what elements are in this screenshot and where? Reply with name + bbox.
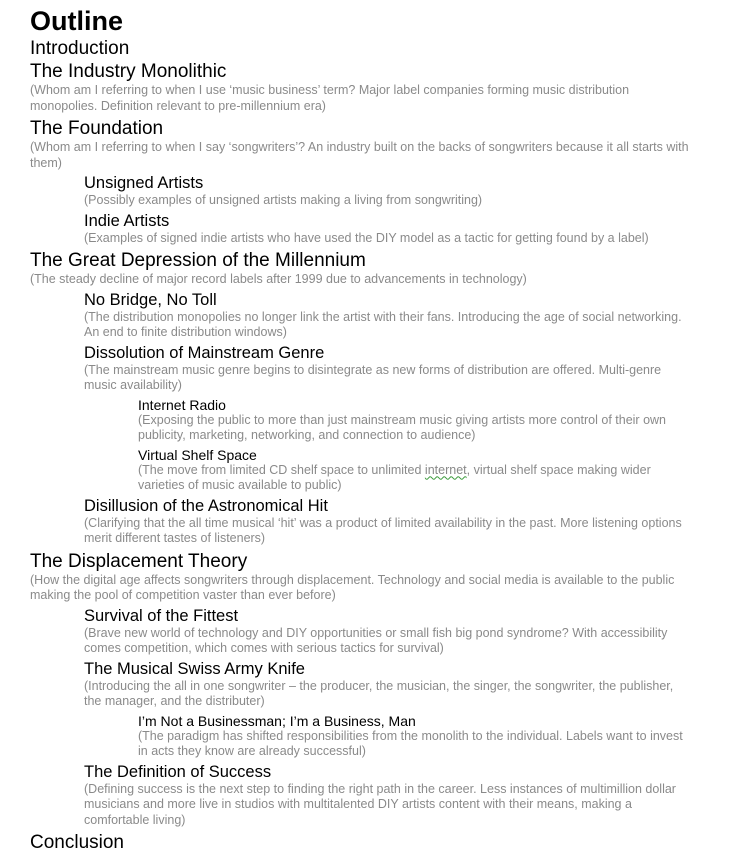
- subsubsection-heading: I’m Not a Businessman; I’m a Business, Man: [138, 712, 416, 729]
- subsection-heading: Indie Artists: [84, 211, 170, 230]
- subsection-heading: The Definition of Success: [84, 762, 272, 781]
- subsection-note: (The mainstream music genre begins to disintegrate as new forms of distribution are offered. Multi-genre music availability): [84, 362, 662, 392]
- subsection-note: (Examples of signed indie artists who have used the DIY model as a tactic for getting found by a label): [84, 230, 649, 245]
- section-heading: The Foundation: [30, 118, 164, 139]
- section-note: (How the digital age affects songwriters through displacement. Technology and social media is available to the public making the pool of competition vaster than ever before): [30, 572, 675, 602]
- subsubsection-heading: Internet Radio: [138, 396, 226, 413]
- subsection-note: (Defining success is the next step to finding the right path in the career. Less instances of multimillion dollar musicians and more live in studios with multitalented DIY artists content with their means, making a comfortable living): [84, 781, 676, 827]
- section-note: (Whom am I referring to when I use ‘music business’ term? Major label companies forming music distribution monopolies. Definition relevant to pre-millennium era): [30, 83, 630, 113]
- subsection-note: (Brave new world of technology and DIY opportunities or small fish big pond syndrome? With accessibility comes competition, which comes with serious tactics for survival): [84, 625, 668, 655]
- section-note: (The steady decline of major record labels after 1999 due to advancements in technology): [30, 272, 527, 286]
- subsection-heading: Survival of the Fittest: [84, 606, 239, 625]
- subsection-heading: No Bridge, No Toll: [84, 290, 217, 309]
- section-introduction: Introduction: [30, 38, 130, 59]
- subsection-note: (Introducing the all in one songwriter – the producer, the musician, the singer, the songwriter, the publisher, the manager, and the distributer): [84, 678, 674, 708]
- note-text: , virtual shelf space making wider varieties of music available to public): [138, 462, 651, 492]
- section-heading: The Great Depression of the Millennium: [30, 250, 366, 271]
- subsection-note: (Possibly examples of unsigned artists making a living from songwriting): [84, 193, 483, 207]
- subsection-heading: Disillusion of the Astronomical Hit: [84, 496, 328, 515]
- subsection-note: (Clarifying that the all time musical ‘hit’ was a product of limited availability in the past. More listening options merit different tastes of listeners): [84, 515, 682, 545]
- section-heading: The Displacement Theory: [30, 550, 248, 572]
- subsubsection-note: (The paradigm has shifted responsibilities from the monolith to the individual. Labels want to invest in acts they know are already successful): [138, 728, 683, 758]
- spellcheck-underlined-word: internet: [424, 462, 467, 477]
- outline-title: Outline: [30, 6, 123, 36]
- subsubsection-heading: Virtual Shelf Space: [138, 446, 257, 463]
- note-text: (The move from limited CD shelf space to unlimited: [138, 462, 425, 477]
- subsection-heading: The Musical Swiss Army Knife: [84, 659, 305, 678]
- subsubsection-note: [138, 463, 683, 494]
- section-note: (Whom am I referring to when I say ‘songwriters’? An industry built on the backs of songwriters because it all starts with them): [30, 140, 689, 170]
- subsubsection-note: (Exposing the public to more than just mainstream music giving artists more control of their own publicity, marketing, networking, and connection to audience): [138, 412, 667, 442]
- subsection-note: (The distribution monopolies no longer link the artist with their fans. Introducing the age of social networking. An end to finite distribution windows): [84, 309, 682, 339]
- subsection-heading: Unsigned Artists: [84, 174, 204, 192]
- section-heading: The Industry Monolithic: [30, 61, 227, 82]
- subsection-heading: Dissolution of Mainstream Genre: [84, 343, 325, 362]
- section-conclusion: Conclusion: [30, 832, 124, 853]
